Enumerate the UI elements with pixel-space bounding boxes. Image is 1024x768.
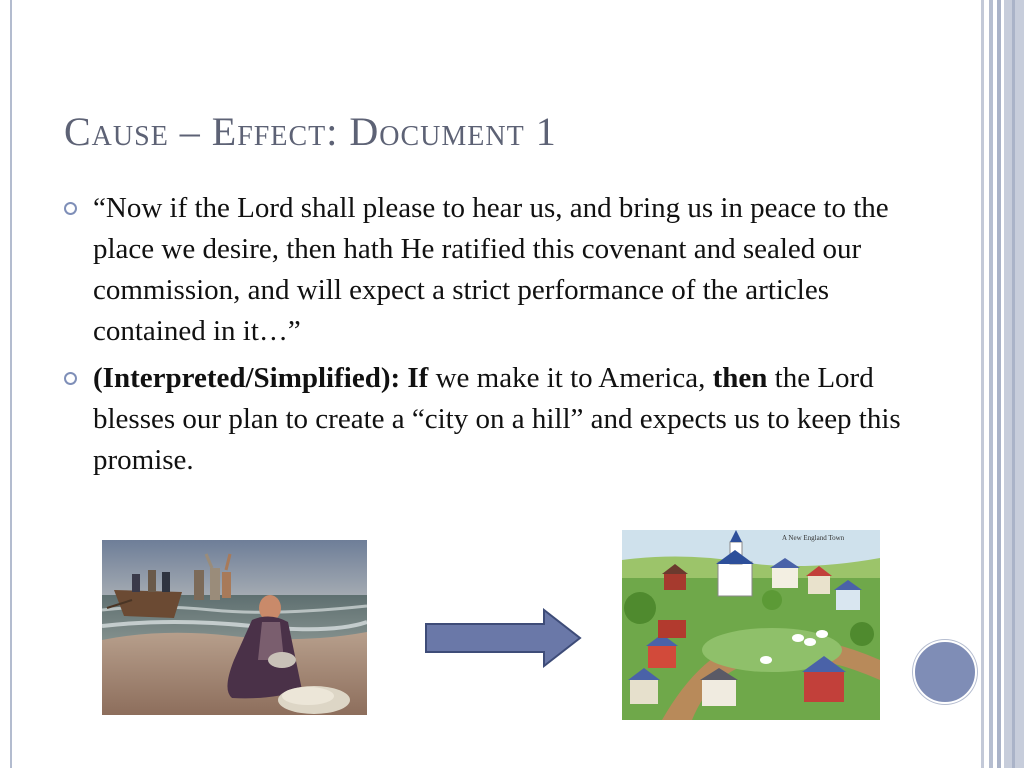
- left-border-rule: [10, 0, 12, 768]
- new-england-town-image: [622, 530, 880, 720]
- bullet-ring-icon: [64, 202, 77, 215]
- bullet-list: [64, 188, 924, 487]
- town-caption: A New England Town: [782, 534, 845, 542]
- right-arrow-icon: [424, 608, 584, 668]
- decorative-circle: [913, 640, 977, 704]
- pilgrim-landing-image: [102, 540, 367, 715]
- right-decor-stripe: [981, 0, 984, 768]
- slide-title: Cause – Effect: Document 1: [64, 109, 557, 154]
- right-decor-stripe: [989, 0, 993, 768]
- quote-text: “Now if the Lord shall please to hear us, and bring us in peace to the place we desire, then hath He ratified this covenant and sealed our commission, and will expect a strict performance of the articles contained in it…”: [93, 192, 889, 347]
- interpretation-text-2: the Lord blesses our plan to create a “city on a hill” and expects us to keep this promise.: [93, 362, 901, 476]
- bullet-quote: [64, 188, 924, 352]
- interpretation-text-1: we make it to America,: [428, 362, 713, 394]
- interpretation-then: then: [712, 362, 768, 394]
- right-decor-stripe: [997, 0, 1001, 768]
- bullet-ring-icon: [64, 372, 77, 385]
- right-decor-stripe: [1012, 0, 1015, 768]
- interpretation-lead: (Interpreted/Simplified): If: [93, 362, 429, 394]
- bullet-interpretation: [64, 358, 924, 481]
